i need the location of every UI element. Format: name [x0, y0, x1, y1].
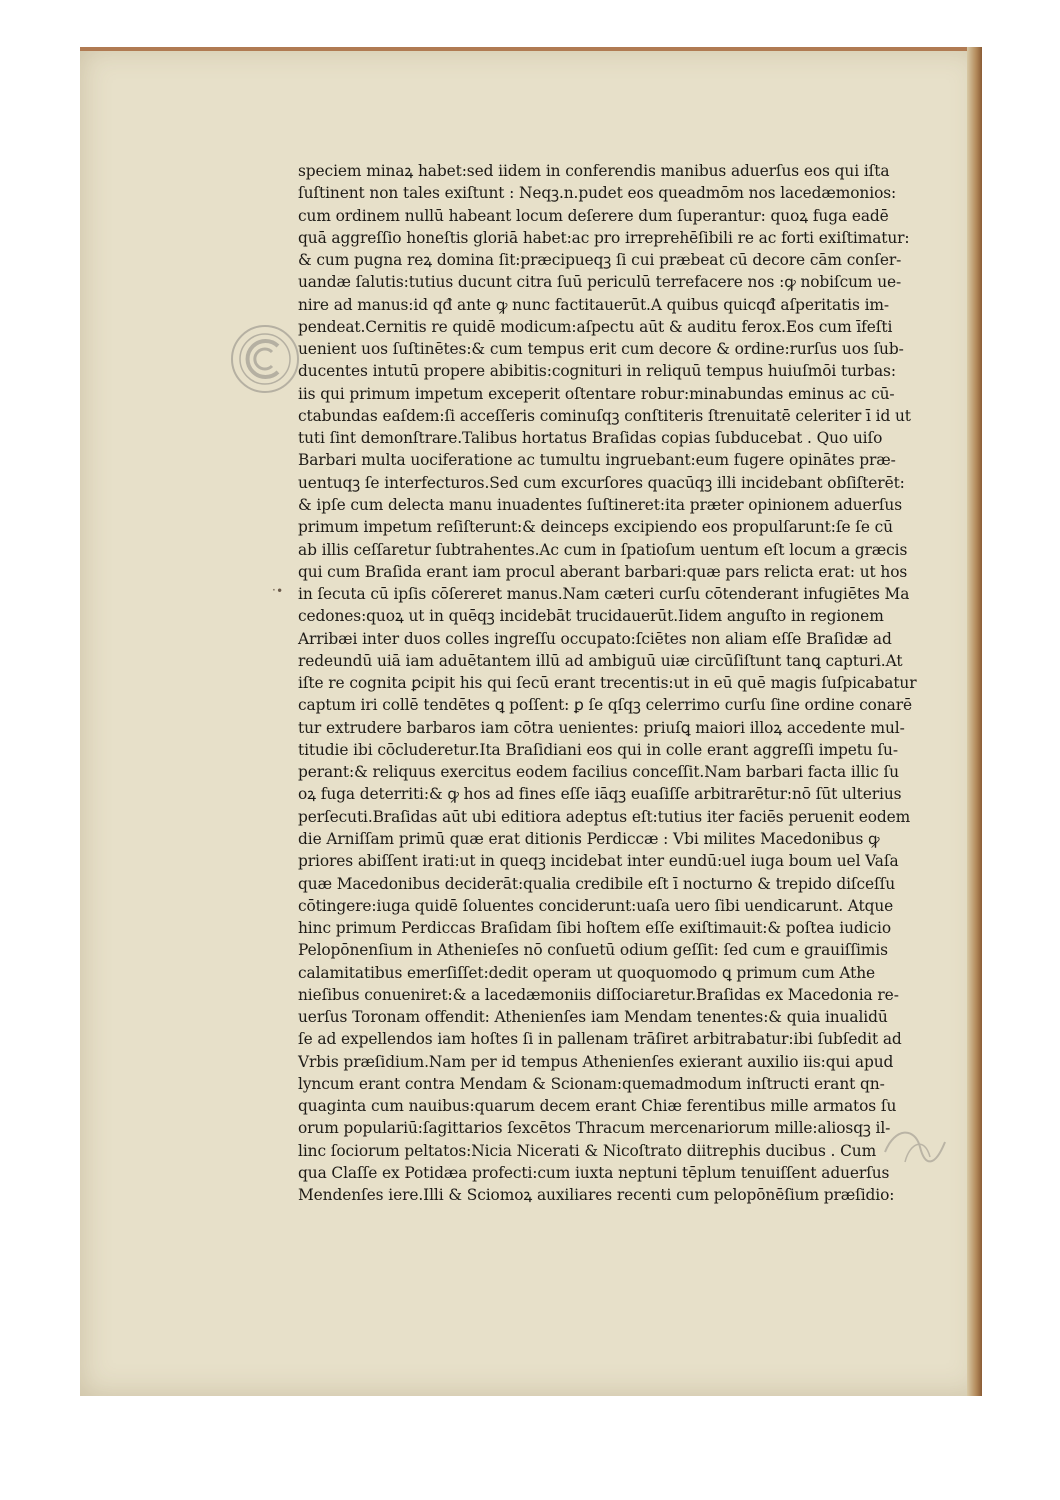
text-line: cum ordinem nullū habeant locum deſerere dum ſuperantur: quoꝝ fuga eadē	[298, 206, 889, 225]
text-line: hinc primum Perdiccas Braſidam ſibi hoſtem eſſe exiſtimauit:& poſtea iudicio	[298, 919, 891, 938]
text-line: primum impetum reſiſterunt:& deinceps excipiendo eos propulſarunt:ſe ſe cū	[298, 518, 893, 537]
text-line: die Arniſſam primū quæ erat ditionis Perdiccæ : Vbi milites Macedonibus ꝙ	[298, 829, 880, 848]
text-line: cōtingere:iuga quidē ſoluentes conciderunt:uaſa uero ſibi uendicarunt. Atque	[298, 896, 894, 915]
text-line: Barbari multa uociferatione ac tumultu ingruebant:eum fugere opinātes præ-	[298, 451, 896, 470]
text-line: Arribæi inter duos colles ingreſſu occupato:ſciētes non aliam eſſe Braſidæ ad	[298, 629, 892, 648]
text-line: iis qui primum impetum exceperit oſtentare robur:minabundas eminus ac cū-	[298, 384, 895, 403]
text-line: & cum pugna reꝝ domina ſit:præcipueqꝫ ſi cui præbeat cū decore cām conſer-	[298, 251, 902, 270]
text-line: in ſecuta cū ipſis cōſereret manus.Nam cæteri curſu cōtenderant infugiētes Ma	[298, 585, 910, 604]
text-line: perant:& reliquus exercitus eodem facilius conceſſit.Nam barbari facta illic ſu	[298, 763, 899, 782]
text-line: ctabundas eaſdem:ſi acceſſeris cominuſqꝫ conſtiteris ſtrenuitatē celeriter ī id ut	[298, 406, 911, 425]
text-line: uenient uos ſuſtinētes:& cum tempus erit cum decore & ordine:rurſus uos ſub-	[298, 340, 904, 359]
page-top-edge	[80, 47, 982, 51]
text-line: ducentes intutū propere abibitis:cognituri in reliquū tempus huiuſmōi turbas:	[298, 362, 896, 381]
text-line: oꝝ fuga deterriti:& ꝙ hos ad fines eſſe iāqꝫ euaſiſſe arbitrarētur:nō ſūt ulterius	[298, 785, 902, 804]
library-stamp	[228, 322, 302, 396]
text-line: speciem minaꝝ habet:sed iidem in conferendis manibus aduerſus eos qui iſta	[298, 162, 890, 180]
text-line: uentuqꝫ ſe interfecturos.Sed cum excurſores quacūqꝫ illi incidebant obſiſterēt:	[298, 473, 905, 492]
text-line: ab illis ceſſaretur ſubtrahentes.Ac cum in ſpatioſum uentum eſt locum a græcis	[298, 540, 908, 559]
text-line: perſecuti.Braſidas aūt ubi editiora adeptus eſt:tutius iter faciēs peruenit eodem	[298, 807, 911, 826]
text-line: captum iri collē tendētes ꝗ poſſent: ꝑ ſe qſqꝫ celerrimo curſu ſine ordine conarē	[298, 696, 912, 715]
text-line: ſe ad expellendos iam hoſtes ſi in pallenam trāſiret arbitrabatur:ibi ſubſedit ad	[298, 1030, 902, 1049]
text-line: Vrbis præſidium.Nam per id tempus Athenienſes exierant auxilio iis:qui apud	[298, 1052, 894, 1071]
margin-mark: ·∙	[272, 583, 284, 597]
page-right-edge	[967, 47, 982, 1396]
text-line: tuti ſint demonſtrare.Talibus hortatus Braſidas copias ſubducebat . Quo uiſo	[298, 429, 883, 448]
text-line: nieſibus conueniret:& a lacedæmoniis diſſociaretur.Braſidas ex Macedonia re-	[298, 985, 899, 1004]
text-line: lyncum erant contra Mendam & Scionam:quemadmodum inſtructi erant qn-	[298, 1074, 885, 1093]
text-line: redeundū uiā iam aduētantem illū ad ambiguū uiæ circūſiſtunt tanꝗ capturi.At	[298, 651, 903, 670]
text-line: Pelopōnenſium in Athenieſes nō conſuetū odium geſſit: ſed cum e grauiſſimis	[298, 941, 888, 960]
text-line: uandæ ſalutis:tutius ducunt citra ſuū periculū terrefacere nos :ꝙ nobiſcum ue-	[298, 273, 902, 292]
text-line: & ipſe cum delecta manu inuadentes ſuſtineret:ita præter opinionem aduerſus	[298, 495, 903, 514]
text-line: pendeat.Cernitis re quidē modicum:aſpectu aūt & auditu ferox.Eos cum īfeſti	[298, 317, 893, 336]
text-line: Mendenſes iere.Illi & Sciomoꝝ auxiliares recenti cum pelopōnēſium præſidio:	[298, 1186, 895, 1205]
text-line: quæ Macedonibus deciderāt:qualia credibile eſt ī nocturno & trepido diſceſſu	[298, 874, 896, 893]
text-line: titudie ibi cōcluderetur.Ita Braſidiani eos qui in colle erant aggreſſi impetu ſu-	[298, 740, 898, 759]
text-line: ſuſtinent non tales exiſtunt : Neqꝫ.n.pudet eos queadmōm nos lacedæmonios:	[298, 184, 897, 203]
text-line: nire ad manus:id qđ ante ꝙ nunc factitauerūt.A quibus quicqđ aſperitatis im-	[298, 295, 889, 314]
text-line: orum populariū:ſagittarios ſexcētos Thracum mercenariorum mille:aliosqꝫ il-	[298, 1119, 891, 1138]
text-line: uerſus Toronam offendit: Athenienſes iam Mendam tenentes:& quia inualidū	[298, 1008, 888, 1027]
text-line: quaginta cum nauibus:quarum decem erant Chiæ ferentibus mille armatos ſu	[298, 1097, 897, 1116]
text-line: linc ſociorum peltatos:Nicia Nicerati & Nicoſtrato diitrephis ducibus . Cum	[298, 1141, 877, 1160]
body-text	[298, 160, 948, 1206]
text-line: cedones:quoꝝ ut in quēqꝫ incidebāt trucidauerūt.Iidem anguſto in regionem	[298, 607, 884, 626]
text-line: priores abiſſent irati:ut in queqꝫ incidebat inter eundū:uel iuga boum uel Vaſa	[298, 852, 899, 871]
text-line: quā aggreſſio honeſtis gloriā habet:ac pro irreprehēſibili re ac forti exiſtimatur:	[298, 228, 910, 247]
text-line: qua Claſſe ex Potidæa profecti:cum iuxta neptuni tēplum tenuiſſent aduerſus	[298, 1163, 890, 1182]
text-line: qui cum Braſida erant iam procul aberant barbari:quæ pars relicta erat: ut hos	[298, 562, 908, 581]
text-line: calamitatibus emerſiſſet:dedit operam ut quoquomodo ꝗ primum cum Athe	[298, 963, 876, 982]
text-line: tur extrudere barbaros iam cōtra uenientes: priuſꝗ maiori illoꝝ accedente mul-	[298, 718, 905, 737]
text-line: iſte re cognita ꝑcipit his qui ſecū erant trecentis:ut in eū quē magis ſuſpicabatur	[298, 674, 917, 693]
